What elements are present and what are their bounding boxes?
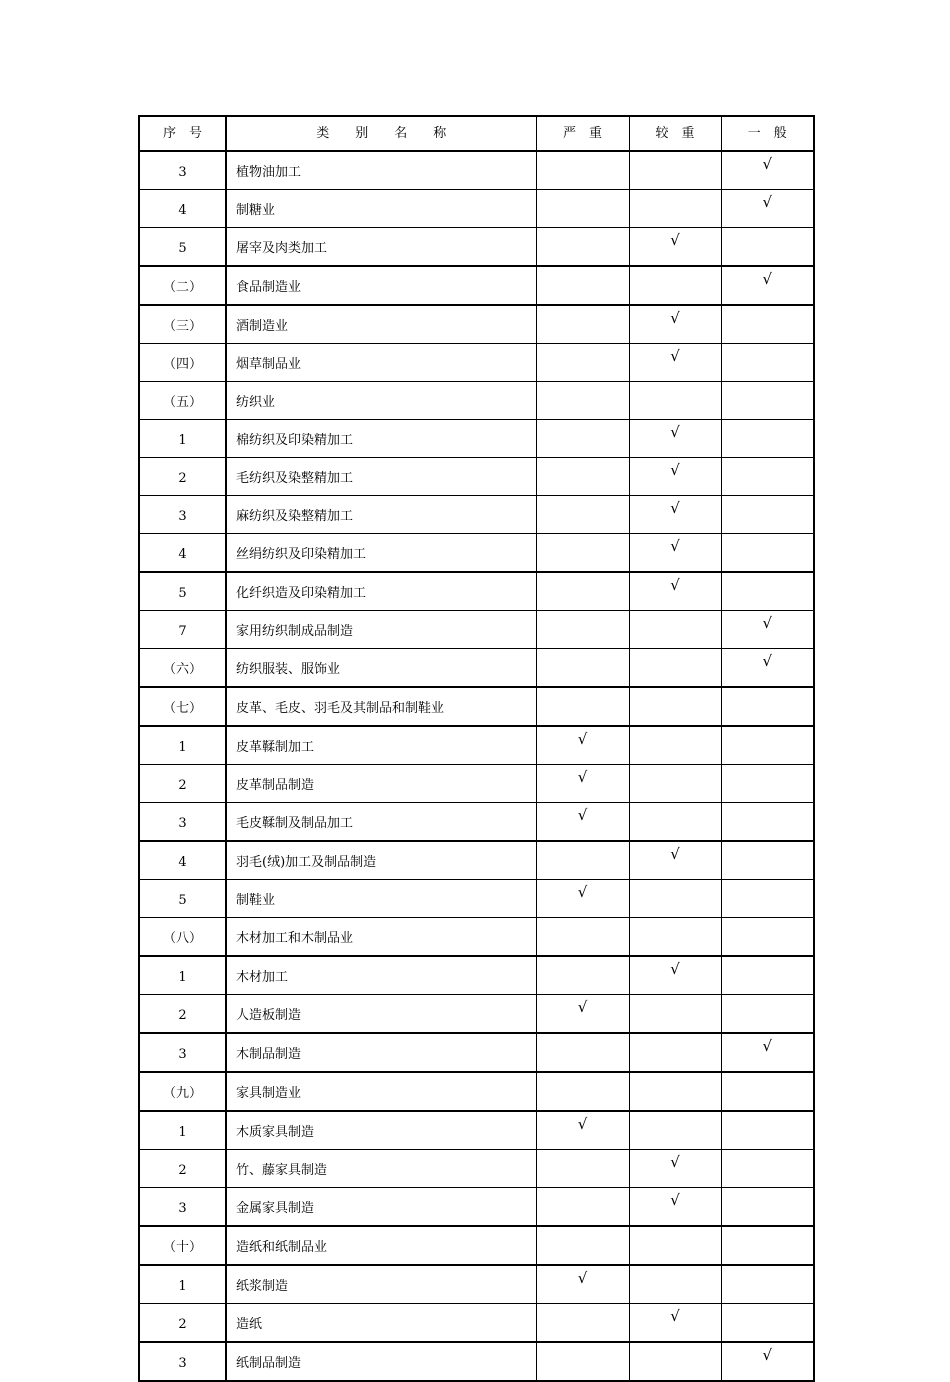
row-general-cell (721, 880, 814, 918)
row-severe-cell (536, 458, 629, 496)
row-general-cell (721, 344, 814, 382)
row-general-cell (721, 918, 814, 957)
table-row (139, 1111, 814, 1150)
row-moderate-cell (629, 420, 721, 458)
row-category-name: 羽毛(绒)加工及制品制造 (226, 841, 536, 880)
row-category-name: 酒制造业 (226, 305, 536, 344)
row-severe-cell (536, 534, 629, 573)
row-num: 4 (139, 534, 226, 573)
check-mark-icon: √ (670, 960, 680, 978)
table-row (139, 190, 814, 228)
row-category-name: 制鞋业 (226, 880, 536, 918)
row-general-cell (721, 726, 814, 765)
table-row (139, 572, 814, 611)
row-severe-cell (536, 803, 629, 842)
row-general-cell (721, 534, 814, 573)
check-mark-icon: √ (670, 1191, 680, 1209)
row-moderate-cell (629, 1188, 721, 1227)
row-num: 3 (139, 496, 226, 534)
row-moderate-cell (629, 880, 721, 918)
check-mark-icon: √ (670, 1153, 680, 1171)
check-mark-icon: √ (762, 1346, 773, 1364)
row-moderate-cell (629, 956, 721, 995)
row-severe-cell (536, 956, 629, 995)
row-severe-cell (536, 496, 629, 534)
row-moderate-cell (629, 918, 721, 957)
row-num: 2 (139, 458, 226, 496)
row-num: 4 (139, 841, 226, 880)
row-general-cell (721, 496, 814, 534)
row-moderate-cell (629, 151, 721, 190)
check-mark-icon: √ (577, 806, 588, 824)
check-mark-icon: √ (670, 499, 680, 517)
row-severe-cell (536, 1033, 629, 1072)
table-row (139, 1072, 814, 1111)
table-row (139, 382, 814, 420)
table-row (139, 956, 814, 995)
row-moderate-cell (629, 1342, 721, 1381)
row-general-cell (721, 228, 814, 267)
row-general-cell (721, 420, 814, 458)
row-category-name: 竹、藤家具制造 (226, 1150, 536, 1188)
row-general-cell (721, 765, 814, 803)
row-category-name: 人造板制造 (226, 995, 536, 1034)
row-severe-cell (536, 305, 629, 344)
row-num: 1 (139, 420, 226, 458)
row-severe-cell (536, 1188, 629, 1227)
row-severe-cell (536, 918, 629, 957)
table-row (139, 649, 814, 688)
row-num: 5 (139, 572, 226, 611)
row-severe-cell (536, 687, 629, 726)
row-general-cell (721, 956, 814, 995)
row-severe-cell (536, 151, 629, 190)
row-severe-cell (536, 649, 629, 688)
row-general-cell (721, 382, 814, 420)
check-mark-icon: √ (762, 614, 773, 632)
row-category-name: 麻纺织及染整精加工 (226, 496, 536, 534)
check-mark-icon: √ (577, 730, 588, 748)
row-severe-cell (536, 1111, 629, 1150)
table-row (139, 151, 814, 190)
row-general-cell (721, 1188, 814, 1227)
row-num: （七） (139, 687, 226, 726)
row-moderate-cell (629, 1304, 721, 1343)
row-num: 5 (139, 880, 226, 918)
table-row (139, 534, 814, 573)
table-row (139, 995, 814, 1034)
row-num: 4 (139, 190, 226, 228)
table-row (139, 228, 814, 267)
row-general-cell (721, 687, 814, 726)
row-moderate-cell (629, 1265, 721, 1304)
row-num: 1 (139, 956, 226, 995)
check-mark-icon: √ (577, 768, 588, 786)
row-severe-cell (536, 726, 629, 765)
table-row (139, 687, 814, 726)
check-mark-icon: √ (670, 576, 680, 594)
check-mark-icon: √ (670, 845, 680, 863)
row-moderate-cell (629, 687, 721, 726)
row-category-name: 化纤织造及印染精加工 (226, 572, 536, 611)
row-category-name: 皮革制品制造 (226, 765, 536, 803)
row-moderate-cell (629, 572, 721, 611)
table-row (139, 458, 814, 496)
row-num: 3 (139, 1188, 226, 1227)
table-row (139, 1150, 814, 1188)
row-general-cell (721, 1111, 814, 1150)
table-row (139, 918, 814, 957)
check-mark-icon: √ (762, 1037, 773, 1055)
row-general-cell (721, 1342, 814, 1381)
table-row (139, 841, 814, 880)
check-mark-icon: √ (670, 423, 680, 441)
row-moderate-cell (629, 228, 721, 267)
row-general-cell (721, 841, 814, 880)
row-moderate-cell (629, 1111, 721, 1150)
row-category-name: 丝绢纺织及印染精加工 (226, 534, 536, 573)
row-category-name: 造纸和纸制品业 (226, 1226, 536, 1265)
row-category-name: 毛皮鞣制及制品加工 (226, 803, 536, 842)
row-severe-cell (536, 1342, 629, 1381)
table-row (139, 1226, 814, 1265)
row-general-cell (721, 1226, 814, 1265)
row-category-name: 植物油加工 (226, 151, 536, 190)
row-moderate-cell (629, 266, 721, 305)
row-category-name: 造纸 (226, 1304, 536, 1343)
row-category-name: 家用纺织制成品制造 (226, 611, 536, 649)
row-severe-cell (536, 880, 629, 918)
table-row (139, 344, 814, 382)
row-general-cell (721, 1304, 814, 1343)
row-severe-cell (536, 1072, 629, 1111)
row-num: 3 (139, 151, 226, 190)
row-num: （十） (139, 1226, 226, 1265)
row-num: （三） (139, 305, 226, 344)
row-num: 1 (139, 726, 226, 765)
row-category-name: 皮革鞣制加工 (226, 726, 536, 765)
row-category-name: 木材加工和木制品业 (226, 918, 536, 957)
table-row (139, 803, 814, 842)
row-moderate-cell (629, 1033, 721, 1072)
row-general-cell (721, 151, 814, 190)
row-moderate-cell (629, 1226, 721, 1265)
row-general-cell (721, 1265, 814, 1304)
row-category-name: 棉纺织及印染精加工 (226, 420, 536, 458)
row-moderate-cell (629, 190, 721, 228)
row-moderate-cell (629, 803, 721, 842)
row-num: 2 (139, 1304, 226, 1343)
table-row (139, 496, 814, 534)
check-mark-icon: √ (577, 998, 588, 1016)
row-num: 2 (139, 765, 226, 803)
row-general-cell (721, 305, 814, 344)
row-category-name: 木制品制造 (226, 1033, 536, 1072)
row-severe-cell (536, 841, 629, 880)
row-moderate-cell (629, 649, 721, 688)
row-general-cell (721, 190, 814, 228)
row-num: 7 (139, 611, 226, 649)
row-category-name: 纺织服装、服饰业 (226, 649, 536, 688)
row-category-name: 木质家具制造 (226, 1111, 536, 1150)
row-num: （八） (139, 918, 226, 957)
check-mark-icon: √ (670, 347, 680, 365)
row-severe-cell (536, 572, 629, 611)
row-num: 3 (139, 803, 226, 842)
row-moderate-cell (629, 458, 721, 496)
row-num: 2 (139, 1150, 226, 1188)
check-mark-icon: √ (670, 309, 680, 327)
check-mark-icon: √ (670, 231, 680, 249)
row-num: 3 (139, 1342, 226, 1381)
check-mark-icon: √ (762, 193, 773, 211)
row-category-name: 制糖业 (226, 190, 536, 228)
header-severe: 严 重 (536, 116, 629, 151)
row-general-cell (721, 458, 814, 496)
row-category-name: 屠宰及肉类加工 (226, 228, 536, 267)
row-general-cell (721, 266, 814, 305)
row-severe-cell (536, 266, 629, 305)
table-row (139, 1265, 814, 1304)
row-category-name: 纸浆制造 (226, 1265, 536, 1304)
table-row (139, 1342, 814, 1381)
row-num: （九） (139, 1072, 226, 1111)
row-category-name: 纺织业 (226, 382, 536, 420)
row-severe-cell (536, 228, 629, 267)
row-severe-cell (536, 1226, 629, 1265)
row-num: （二） (139, 266, 226, 305)
table-row (139, 1304, 814, 1343)
pollution-category-table (138, 115, 815, 1382)
check-mark-icon: √ (762, 270, 773, 288)
header-general: 一 般 (721, 116, 814, 151)
row-general-cell (721, 1072, 814, 1111)
row-num: （四） (139, 344, 226, 382)
row-severe-cell (536, 765, 629, 803)
check-mark-icon: √ (670, 1307, 680, 1325)
row-general-cell (721, 1033, 814, 1072)
check-mark-icon: √ (762, 155, 773, 173)
row-severe-cell (536, 420, 629, 458)
table-row (139, 305, 814, 344)
row-general-cell (721, 649, 814, 688)
table-row (139, 611, 814, 649)
header-moderate: 较 重 (629, 116, 721, 151)
row-severe-cell (536, 190, 629, 228)
row-moderate-cell (629, 1072, 721, 1111)
row-category-name: 毛纺织及染整精加工 (226, 458, 536, 496)
row-severe-cell (536, 1265, 629, 1304)
table-header-row (139, 116, 814, 151)
row-severe-cell (536, 382, 629, 420)
row-moderate-cell (629, 841, 721, 880)
table-row (139, 266, 814, 305)
table-row (139, 420, 814, 458)
row-general-cell (721, 803, 814, 842)
row-severe-cell (536, 344, 629, 382)
row-category-name: 烟草制品业 (226, 344, 536, 382)
row-severe-cell (536, 1150, 629, 1188)
row-severe-cell (536, 611, 629, 649)
row-moderate-cell (629, 534, 721, 573)
row-general-cell (721, 572, 814, 611)
check-mark-icon: √ (577, 883, 588, 901)
row-moderate-cell (629, 611, 721, 649)
row-moderate-cell (629, 1150, 721, 1188)
row-num: 1 (139, 1265, 226, 1304)
row-category-name: 纸制品制造 (226, 1342, 536, 1381)
header-name: 类 别 名 称 (226, 116, 536, 151)
row-category-name: 皮革、毛皮、羽毛及其制品和制鞋业 (226, 687, 536, 726)
row-general-cell (721, 1150, 814, 1188)
header-num: 序 号 (139, 116, 226, 151)
row-severe-cell (536, 995, 629, 1034)
row-num: （六） (139, 649, 226, 688)
row-num: 1 (139, 1111, 226, 1150)
row-general-cell (721, 995, 814, 1034)
row-moderate-cell (629, 995, 721, 1034)
table-row (139, 1188, 814, 1227)
check-mark-icon: √ (670, 537, 680, 555)
check-mark-icon: √ (670, 461, 680, 479)
row-category-name: 家具制造业 (226, 1072, 536, 1111)
table-body (139, 151, 814, 1381)
row-category-name: 金属家具制造 (226, 1188, 536, 1227)
row-category-name: 食品制造业 (226, 266, 536, 305)
row-moderate-cell (629, 765, 721, 803)
check-mark-icon: √ (762, 652, 773, 670)
row-moderate-cell (629, 344, 721, 382)
row-severe-cell (536, 1304, 629, 1343)
row-moderate-cell (629, 382, 721, 420)
table-row (139, 880, 814, 918)
row-moderate-cell (629, 305, 721, 344)
check-mark-icon: √ (577, 1269, 588, 1287)
row-moderate-cell (629, 496, 721, 534)
check-mark-icon: √ (577, 1115, 588, 1133)
row-moderate-cell (629, 726, 721, 765)
table-row (139, 1033, 814, 1072)
row-num: 5 (139, 228, 226, 267)
row-num: 3 (139, 1033, 226, 1072)
table-row (139, 726, 814, 765)
row-general-cell (721, 611, 814, 649)
row-num: （五） (139, 382, 226, 420)
table-row (139, 765, 814, 803)
row-num: 2 (139, 995, 226, 1034)
row-category-name: 木材加工 (226, 956, 536, 995)
